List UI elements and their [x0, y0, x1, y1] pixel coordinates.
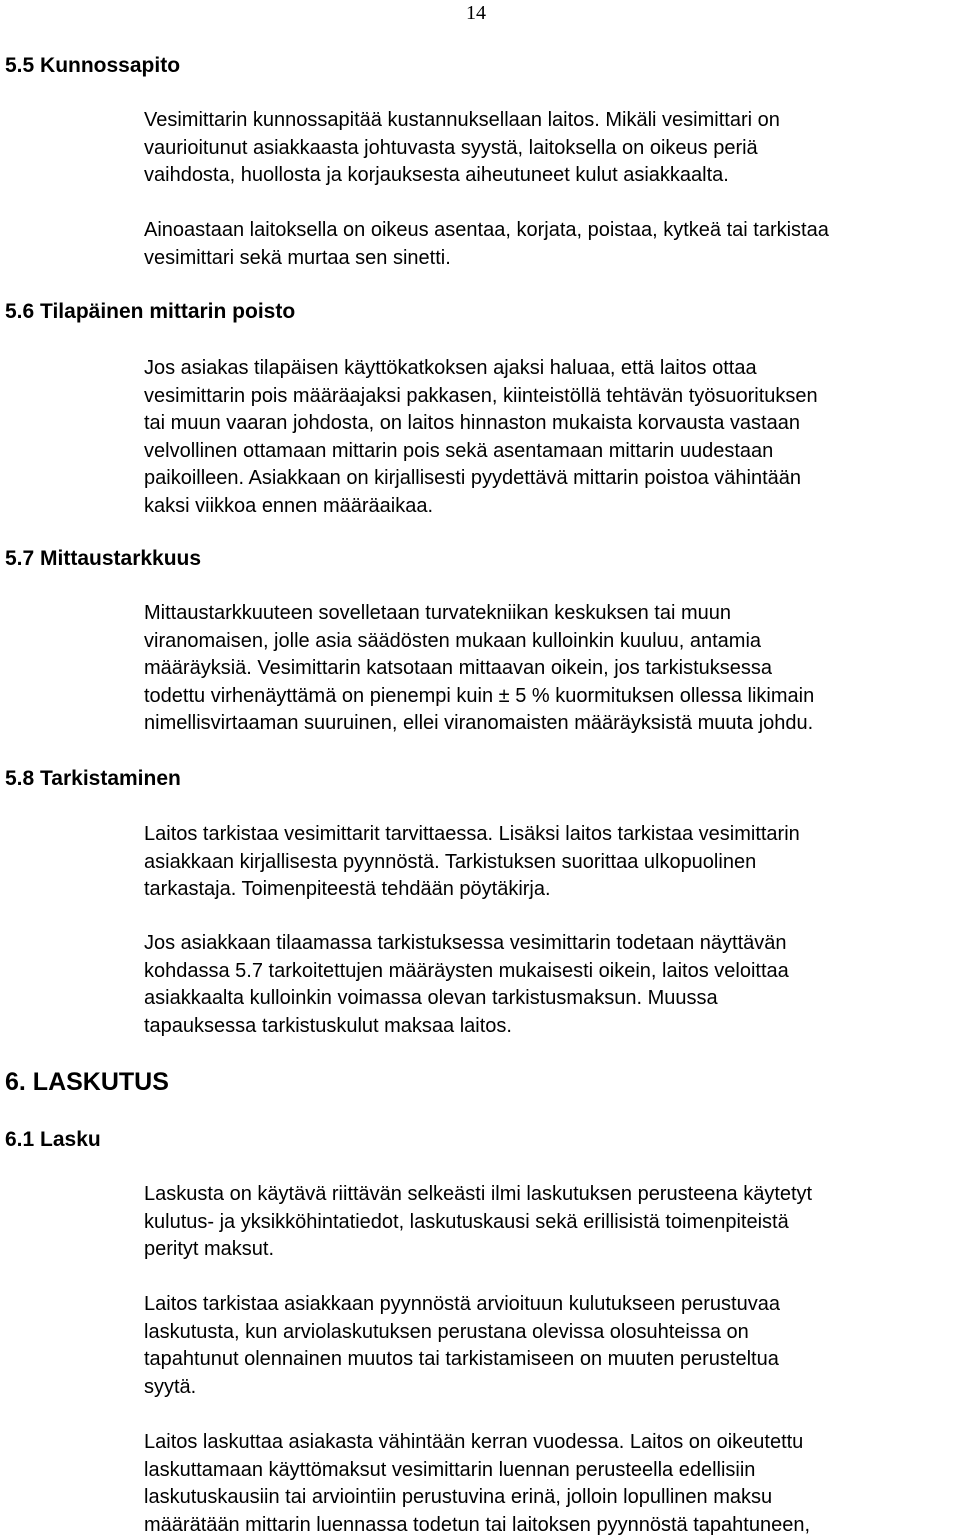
paragraph-lasku-1: Laskusta on käytävä riittävän selkeästi ilmi laskutuksen perusteena käytetyt kulutus- ja yksikköhintatiedot, laskutuskausi sekä erillisistä toimenpiteistä perityt maksut.: [144, 1183, 813, 1260]
paragraph-mittaustarkkuus: Mittaustarkkuuteen sovelletaan turvatekniikan keskuksen tai muun viranomaisen, jolle asia säädösten mukaan kulloinkin kuuluu, antamia määräyksiä. Vesimittarin katsotaan mittaavan oikein, jos tarkistuksessa todettu virhenäyttämä on pienempi kuin ± 5 % kuormituksen ollessa likimain nimellisvirtaaman suuruinen, ellei viranomaisten määräyksistä muuta johdu.: [144, 602, 815, 734]
heading-tarkistaminen: 5.8 Tarkistaminen: [5, 767, 181, 790]
paragraph-tarkistaminen-1: Laitos tarkistaa vesimittarit tarvittaessa. Lisäksi laitos tarkistaa vesimittarin asiakkaan kirjallisesta pyynnöstä. Tarkistuksen suorittaa ulkopuolinen tarkastaja. Toimenpiteestä tehdään pöytäkirja.: [144, 823, 800, 900]
heading-laskutus: 6. LASKUTUS: [5, 1068, 169, 1096]
heading-kunnossapito: 5.5 Kunnossapito: [5, 54, 181, 77]
heading-lasku: 6.1 Lasku: [5, 1128, 101, 1151]
paragraph-kunnossapito-2: Ainoastaan laitoksella on oikeus asentaa, korjata, poistaa, kytkeä tai tarkistaa vesimittari sekä murtaa sen sinetti.: [144, 219, 829, 269]
paragraph-lasku-2: Laitos tarkistaa asiakkaan pyynnöstä arvioituun kulutukseen perustuvaa laskutusta, kun arviolaskutuksen perustana olevissa olosuhteissa on tapahtunut olennainen muutos tai tarkistamiseen on muuten perusteltua syytä.: [144, 1293, 780, 1398]
paragraph-kunnossapito-1: Vesimittarin kunnossapitää kustannuksellaan laitos. Mikäli vesimittari on vaurioitunut asiakkaasta johtuvasta syystä, laitoksella on oikeus periä vaihdosta, huollosta ja korjauksesta aiheutuneet kulut asiakkaalta.: [144, 109, 780, 186]
paragraph-lasku-3: Laitos laskuttaa asiakasta vähintään kerran vuodessa. Laitos on oikeutettu laskuttamaan käyttömaksut vesimittarin luennan perusteella edellisiin laskutuskausiin tai arviointiin perustuvina erinä, jolloin lopullinen maksu määrätään mittarin luennassa todetun tai laitoksen pyynnöstä tapahtuneen,: [144, 1431, 810, 1536]
heading-tilapainen-mittarin-poisto: 5.6 Tilapäinen mittarin poisto: [5, 300, 296, 323]
paragraph-tarkistaminen-2: Jos asiakkaan tilaamassa tarkistuksessa vesimittarin todetaan näyttävän kohdassa 5.7 tarkoitettujen määräysten mukaisesti oikein, laitos veloittaa asiakkaalta kulloinkin voimassa olevan tarkistusmaksun. Muussa tapauksessa tarkistuskulut maksaa laitos.: [144, 932, 789, 1037]
page-number: 14: [466, 2, 486, 24]
heading-mittaustarkkuus: 5.7 Mittaustarkkuus: [5, 547, 202, 570]
paragraph-tilapainen-mittarin-poisto: Jos asiakas tilapäisen käyttökatkoksen ajaksi haluaa, että laitos ottaa vesimittarin pois määräajaksi pakkasen, kiinteistöllä tehtävän työsuorituksen tai muun vaaran johdosta, on laitos hinnaston mukaista korvausta vastaan velvollinen ottamaan mittarin pois sekä asentamaan mittarin uudestaan paikoilleen. Asiakkaan on kirjallisesti pyydettävä mittarin poistoa vähintään kaksi viikkoa ennen määräaikaa.: [144, 357, 818, 517]
